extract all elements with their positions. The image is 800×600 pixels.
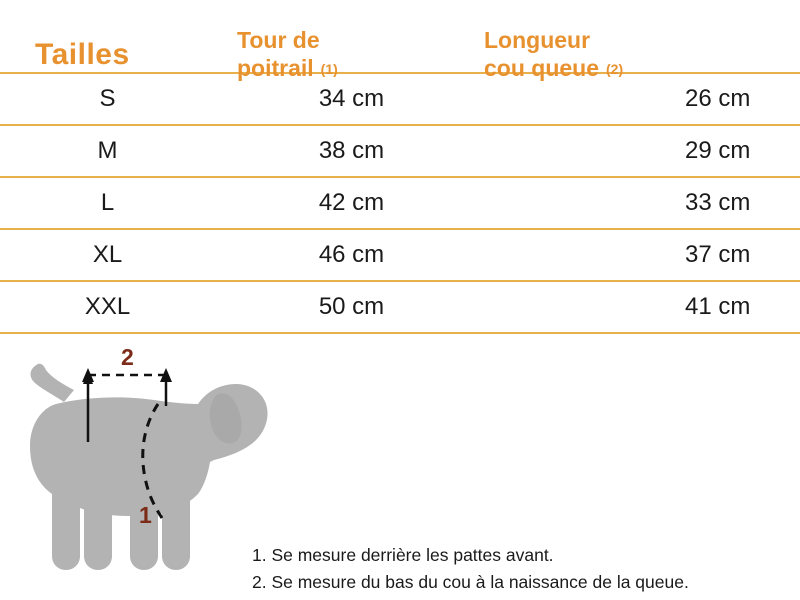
column-header-chest (215, 18, 470, 82)
cell-size: XL (92, 241, 123, 268)
table-row (0, 230, 800, 282)
cell-chest: 34 cm (318, 85, 385, 112)
measure-label-2: 2 (121, 344, 134, 370)
cell-length: 26 cm (685, 85, 751, 112)
table-row (0, 126, 800, 178)
cell-chest: 38 cm (318, 137, 385, 164)
column-header-length-line1: Longueur (484, 27, 591, 53)
column-header-chest-line1: Tour de (237, 27, 320, 53)
cell-size: XXL (84, 293, 131, 320)
cell-length: 29 cm (685, 137, 751, 164)
cell-chest: 46 cm (318, 241, 385, 268)
column-header-sizes: Tailles (35, 38, 130, 71)
length-note-marker: (2) (606, 61, 624, 78)
column-header-length (470, 18, 800, 82)
measurement-notes (252, 542, 689, 596)
column-header-chest-line2: poitrail (1) (237, 55, 338, 82)
cell-length: 41 cm (685, 293, 751, 320)
note-2: 2. Se mesure du bas du cou à la naissance de la queue. (252, 572, 689, 593)
size-table-body (0, 72, 800, 334)
cell-size: L (100, 189, 115, 216)
cell-chest: 50 cm (318, 293, 385, 320)
cell-chest: 42 cm (318, 189, 385, 216)
column-header-length-line2: cou queue (2) (484, 55, 624, 82)
chest-note-marker: (1) (320, 61, 338, 78)
cell-size: S (99, 85, 116, 112)
cell-length: 33 cm (685, 189, 751, 216)
table-header (0, 0, 800, 82)
table-row (0, 282, 800, 334)
cell-length: 37 cm (685, 241, 751, 268)
note-1: 1. Se mesure derrière les pattes avant. (252, 545, 554, 565)
table-row (0, 178, 800, 230)
measure-label-1: 1 (139, 502, 152, 528)
measurement-diagram-section (0, 334, 800, 593)
cell-size: M (97, 137, 118, 164)
